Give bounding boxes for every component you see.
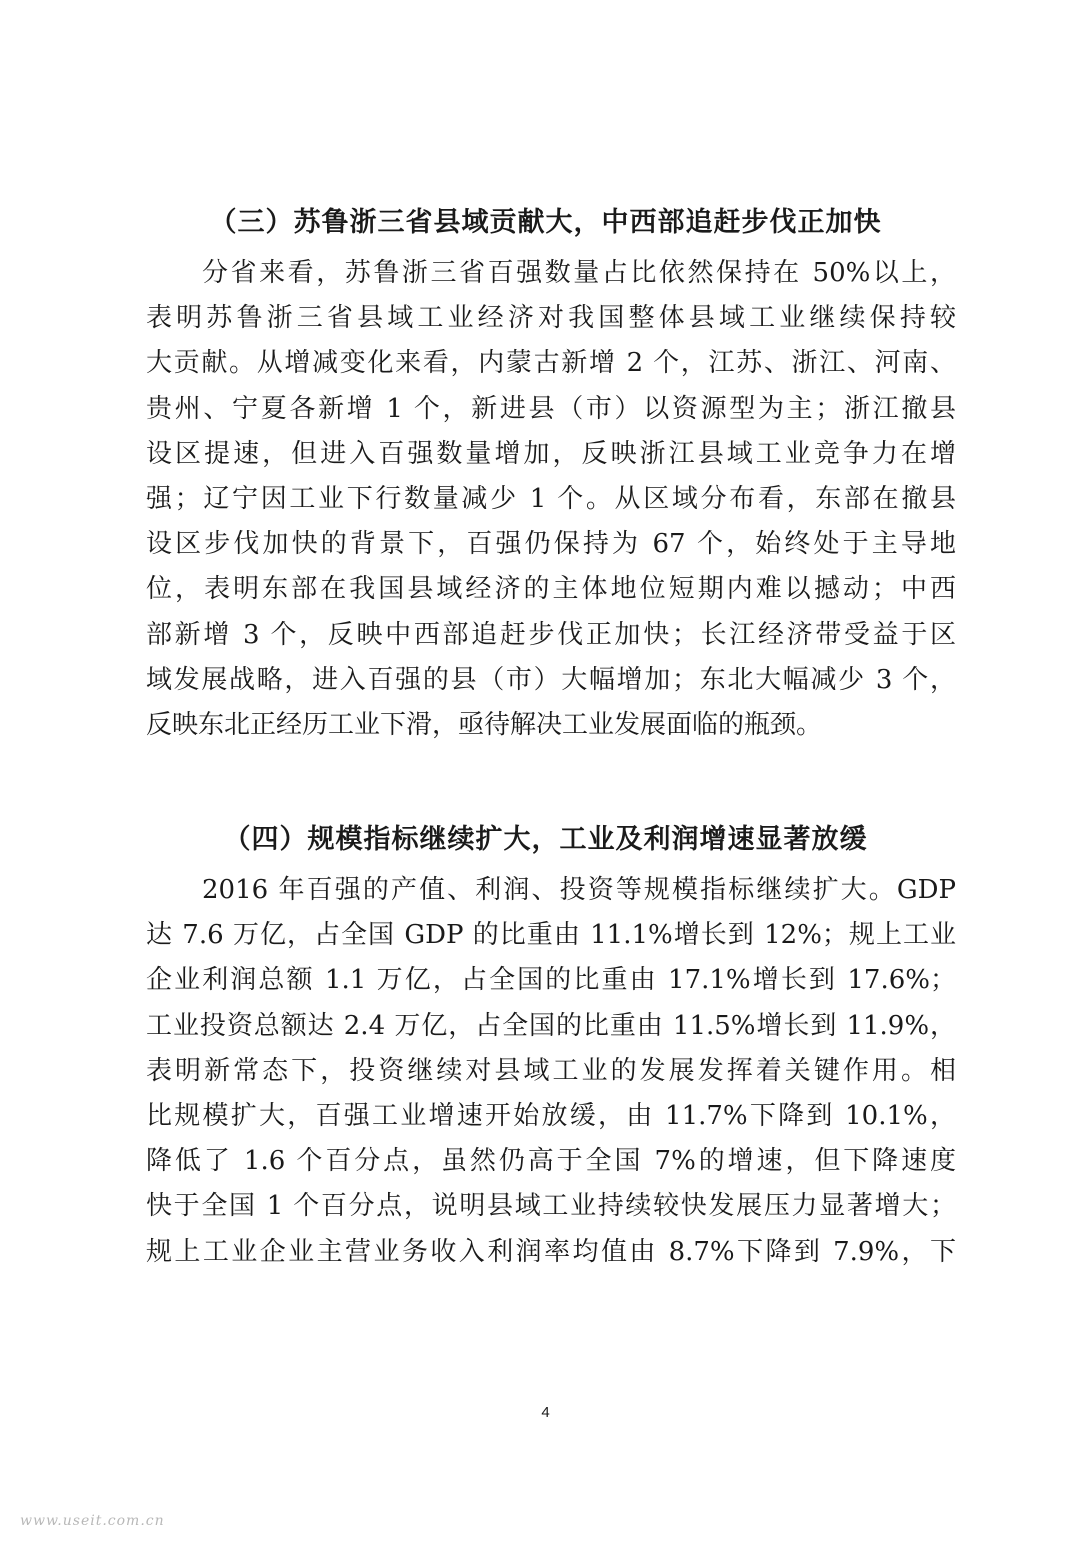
paragraph-line: 设区步伐加快的背景下，百强仍保持为 67 个，始终处于主导地	[146, 529, 956, 560]
paragraph-section-3	[146, 251, 956, 748]
paragraph-line: 部新增 3 个，反映中西部追赶步伐正加快；长江经济带受益于区	[146, 619, 956, 650]
paragraph-line: 强；辽宁因工业下行数量减少 1 个。从区域分布看，东部在撤县	[146, 483, 956, 514]
paragraph-line: 比规模扩大，百强工业增速开始放缓，由 11.7%下降到 10.1%，	[146, 1100, 956, 1131]
paragraph-line: 设区提速，但进入百强数量增加，反映浙江县域工业竞争力在增	[146, 438, 956, 469]
paragraph-line: 表明新常态下，投资继续对县域工业的发展发挥着关键作用。相	[146, 1055, 956, 1086]
paragraph-line: 分省来看，苏鲁浙三省百强数量占比依然保持在 50%以上，	[202, 258, 956, 288]
paragraph-line: 大贡献。从增减变化来看，内蒙古新增 2 个，江苏、浙江、河南、	[146, 348, 956, 379]
section-heading-4: （四）规模指标继续扩大，工业及利润增速显著放缓	[223, 824, 868, 855]
paragraph-line: 达 7.6 万亿，占全国 GDP 的比重由 11.1%增长到 12%；规上工业	[146, 920, 956, 951]
paragraph-line: 规上工业企业主营业务收入利润率均值由 8.7%下降到 7.9%，下	[146, 1236, 956, 1267]
page-number: 4	[541, 1404, 550, 1421]
paragraph-line: 快于全国 1 个百分点，说明县域工业持续较快发展压力显著增大；	[146, 1191, 956, 1222]
paragraph-line: 域发展战略，进入百强的县（市）大幅增加；东北大幅减少 3 个，	[146, 664, 956, 695]
paragraph-line: 位，表明东部在我国县域经济的主体地位短期内难以撼动；中西	[146, 574, 956, 605]
paragraph-line: 表明苏鲁浙三省县域工业经济对我国整体县域工业继续保持较	[146, 303, 956, 334]
paragraph-line: 降低了 1.6 个百分点，虽然仍高于全国 7%的增速，但下降速度	[146, 1146, 956, 1177]
section-heading-3: （三）苏鲁浙三省县域贡献大，中西部追赶步伐正加快	[209, 207, 882, 238]
paragraph-line: 企业利润总额 1.1 万亿，占全国的比重由 17.1%增长到 17.6%；	[146, 965, 956, 996]
paragraph-section-4	[146, 868, 956, 1275]
watermark: www.useit.com.cn	[20, 1513, 165, 1529]
paragraph-line: 工业投资总额达 2.4 万亿，占全国的比重由 11.5%增长到 11.9%，	[146, 1010, 956, 1041]
paragraph-line: 2016 年百强的产值、利润、投资等规模指标继续扩大。GDP	[202, 875, 956, 905]
paragraph-line: 贵州、宁夏各新增 1 个，新进县（市）以资源型为主；浙江撤县	[146, 393, 956, 424]
paragraph-line: 反映东北正经历工业下滑，亟待解决工业发展面临的瓶颈。	[146, 709, 823, 740]
